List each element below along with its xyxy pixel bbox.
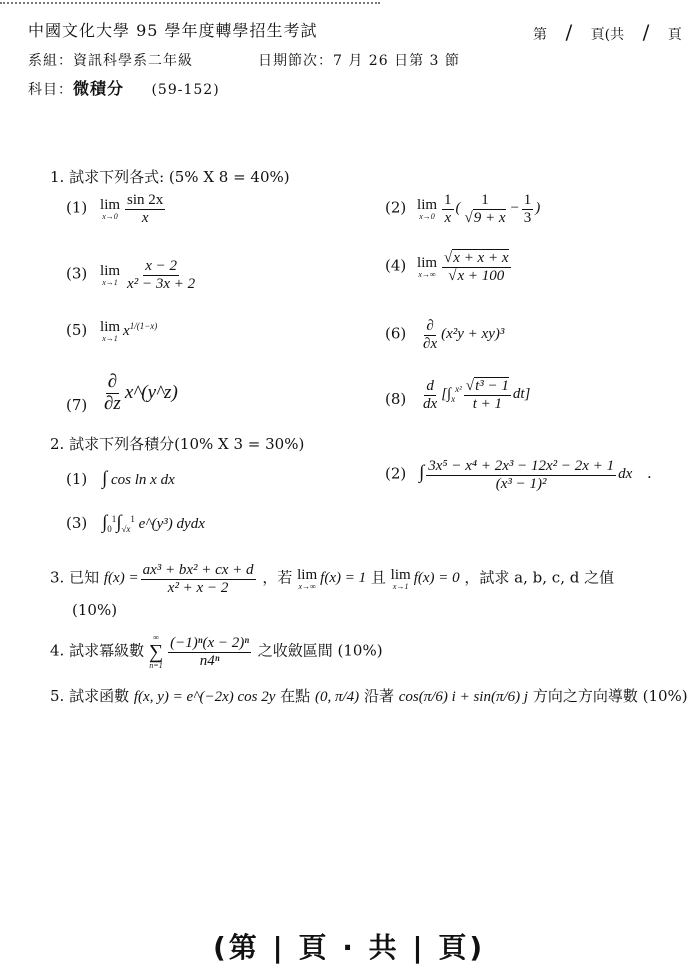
q2-p2-mark: . [647, 464, 652, 483]
q1-p1-sub: x→0 [102, 211, 118, 221]
q1-p8-num: t³ − 1 [475, 378, 509, 394]
subject-line [28, 76, 220, 99]
q1-p4-den: x + 100 [457, 267, 505, 284]
q5-line [50, 685, 688, 706]
q1-p3-den: x² − 3x + 2 [127, 275, 196, 292]
q4-num: (−1)ⁿ(x − 2)ⁿ [170, 635, 249, 651]
q4-tail: 之收斂區間 (10%) [257, 641, 383, 660]
page-info-c: 頁 [667, 27, 682, 43]
q1-heading: 1. 試求下列各式: (5% X 8 = 40%) [50, 168, 290, 186]
q4-den: n4ⁿ [199, 652, 220, 669]
q1-part2: (2) lim x→0 $\frac{1}{x}$ ( $\frac{1}{√9 + x}$ − $\frac{1}{3}$ ) [385, 192, 541, 226]
q1-part1: (1) lim x→0 $\frac{\sin 2x}{x}$ [66, 192, 164, 226]
q1-p2-b-num: 1 [481, 192, 489, 208]
q1-p3-num: x − 2 [145, 258, 177, 274]
q3-points: (10%) [72, 601, 118, 619]
q2-part2: (2) ∫ $\frac{\text{3x⁵ − x⁴ + 2x³ − 12x² − 2x + 1}}{\text{(x³ − 1)²}}$ dx . [385, 458, 652, 492]
q1-p1-den: x [141, 209, 149, 226]
q2-label-3: (3) [66, 514, 88, 532]
q3-num: ax³ + bx² + cx + d [142, 562, 254, 578]
q1-p1-num: sin 2x [127, 192, 164, 208]
q1-part6: (6) $\frac{\partial}{\partial x}$ (x²y + xy)³ [385, 318, 505, 352]
q1-p8-lower: x [451, 394, 456, 405]
subject-label: 科目： [28, 82, 73, 98]
q5-func: f(x, y) = e^(−2x) cos 2y [133, 689, 276, 705]
q4-prefix: 4. 試求冪級數 [50, 641, 145, 660]
top-dotted-line [0, 2, 380, 4]
q3-and: 且 [370, 568, 386, 587]
q2-p2-den: (x³ − 1)² [495, 475, 547, 492]
q1-p5-sub: x→1 [102, 334, 118, 343]
q3-middle: ，若 [262, 568, 293, 587]
q1-p5-exp: 1/(1−x) [129, 320, 158, 331]
q1-p2-sub: x→0 [419, 211, 435, 221]
q1-label-1: (1) [66, 198, 88, 217]
q1-part4: (4) lim x→∞ $\frac{√x + x + x}{√x + 100}$ [385, 250, 509, 284]
q1-p4-sub: x→∞ [418, 269, 436, 279]
q2-p3-expr: e^(y³) dydx [138, 516, 205, 532]
q5-along: 沿著 [363, 687, 394, 705]
q3-lim2: f(x) = 0 [413, 570, 460, 587]
page-info-a: 第 [533, 27, 547, 43]
page-slash-2: / [642, 20, 650, 44]
exam-title: 中國文化大學 95 學年度轉學招生考試 [28, 21, 318, 40]
q1-label-5: (5) [66, 320, 88, 339]
q2-part3: (3) $\int_0^1\int_{√x}^1$ e^(y³) dydx [66, 512, 205, 534]
q3-line: 3. 已知 f(x) = $\frac{\text{ax³ + bx² + cx + d}}{\text{x² + x − 2}}$ ，若 lim x→∞ f(x) = 1 且 lim x→1 f(x) = 0 ，試求 a, b, c, d 之值 [50, 562, 615, 596]
q3-tail: ，試求 a, b, c, d 之值 [464, 568, 615, 587]
q1-p2-a-den: x [444, 209, 452, 226]
q1-part5: (5) lim x→1 $x^{1/(1-x)}$ [66, 319, 158, 343]
q1-part7: (7) $\frac{\partial}{\partial z}$ x^(y^z) [66, 371, 178, 414]
q2-part1: (1) ∫ cos ln x dx [66, 468, 175, 489]
subject-name: 微積分 [73, 79, 125, 98]
exam-date: 日期節次：7 月 26 日第 3 節 [258, 53, 460, 69]
page-footer: (第 | 頁 · 共 | 頁) [213, 931, 486, 964]
q1-label-7: (7) [66, 395, 88, 414]
q5-tail: 方向之方向導數 (10%) [532, 687, 688, 705]
subject-code: (59-152) [151, 82, 220, 98]
q1-p4-num: x + x + x [453, 250, 509, 266]
q3-fx: f(x) = [103, 570, 139, 587]
department: 系組：資訊科學系二年級 [28, 53, 193, 69]
q5-at: 在點 [280, 687, 311, 705]
q1-label-2: (2) [385, 198, 407, 217]
q3-lim1: f(x) = 1 [320, 570, 367, 587]
q1-p2-c-den: 3 [523, 209, 532, 226]
q2-p2-num: 3x⁵ − x⁴ + 2x³ − 12x² − 2x + 1 [428, 458, 615, 474]
q2-label-2: (2) [385, 464, 407, 483]
q1-label-4: (4) [385, 256, 407, 275]
page-info-b: 頁(共 [590, 27, 625, 43]
q1-p8-den: t + 1 [472, 395, 503, 412]
q1-part8: (8) $\frac{d}{dx}$ [$\int_x^{x^2}$ $\frac{\text{√t³ − 1}}{t + 1}$ dt] [385, 378, 531, 412]
q1-p2-a-num: 1 [444, 192, 452, 208]
q3-den: x² + x − 2 [167, 579, 229, 596]
q3-prefix: 3. 已知 [50, 568, 100, 587]
q1-p2-b-den: 9 + x [473, 209, 506, 226]
q2-heading: 2. 試求下列各積分(10% X 3 = 30%) [50, 435, 305, 453]
q1-label-3: (3) [66, 264, 88, 283]
q5-prefix: 5. 試求函數 [50, 687, 130, 705]
q5-point: (0, π/4) [314, 689, 360, 705]
q1-p2-c-num: 1 [523, 192, 532, 208]
q2-label-1: (1) [66, 470, 88, 488]
q1-p8-upper: x² [455, 384, 462, 395]
page-info [533, 20, 682, 44]
q1-part3: (3) lim x→1 $\frac{x - 2}{\text{x² − 3x + 2}}$ [66, 258, 196, 292]
q1-p6-expr: (x²y + xy)³ [441, 326, 505, 343]
page-slash-1: / [565, 20, 573, 44]
q5-dir: cos(π/6) i + sin(π/6) j [398, 689, 529, 705]
q1-label-6: (6) [385, 324, 407, 343]
q1-p3-sub: x→1 [102, 277, 118, 287]
q4-line: 4. 試求冪級數 ∞ ∑ n=1 $\frac{\text{(−1)ⁿ(x − 2)ⁿ}}{\text{n4ⁿ}}$ 之收斂區間 (10%) [50, 633, 383, 670]
q1-label-8: (8) [385, 390, 407, 409]
q2-p1-expr: cos ln x dx [111, 472, 175, 488]
q1-p7-expr: x^(y^z) [124, 381, 178, 403]
